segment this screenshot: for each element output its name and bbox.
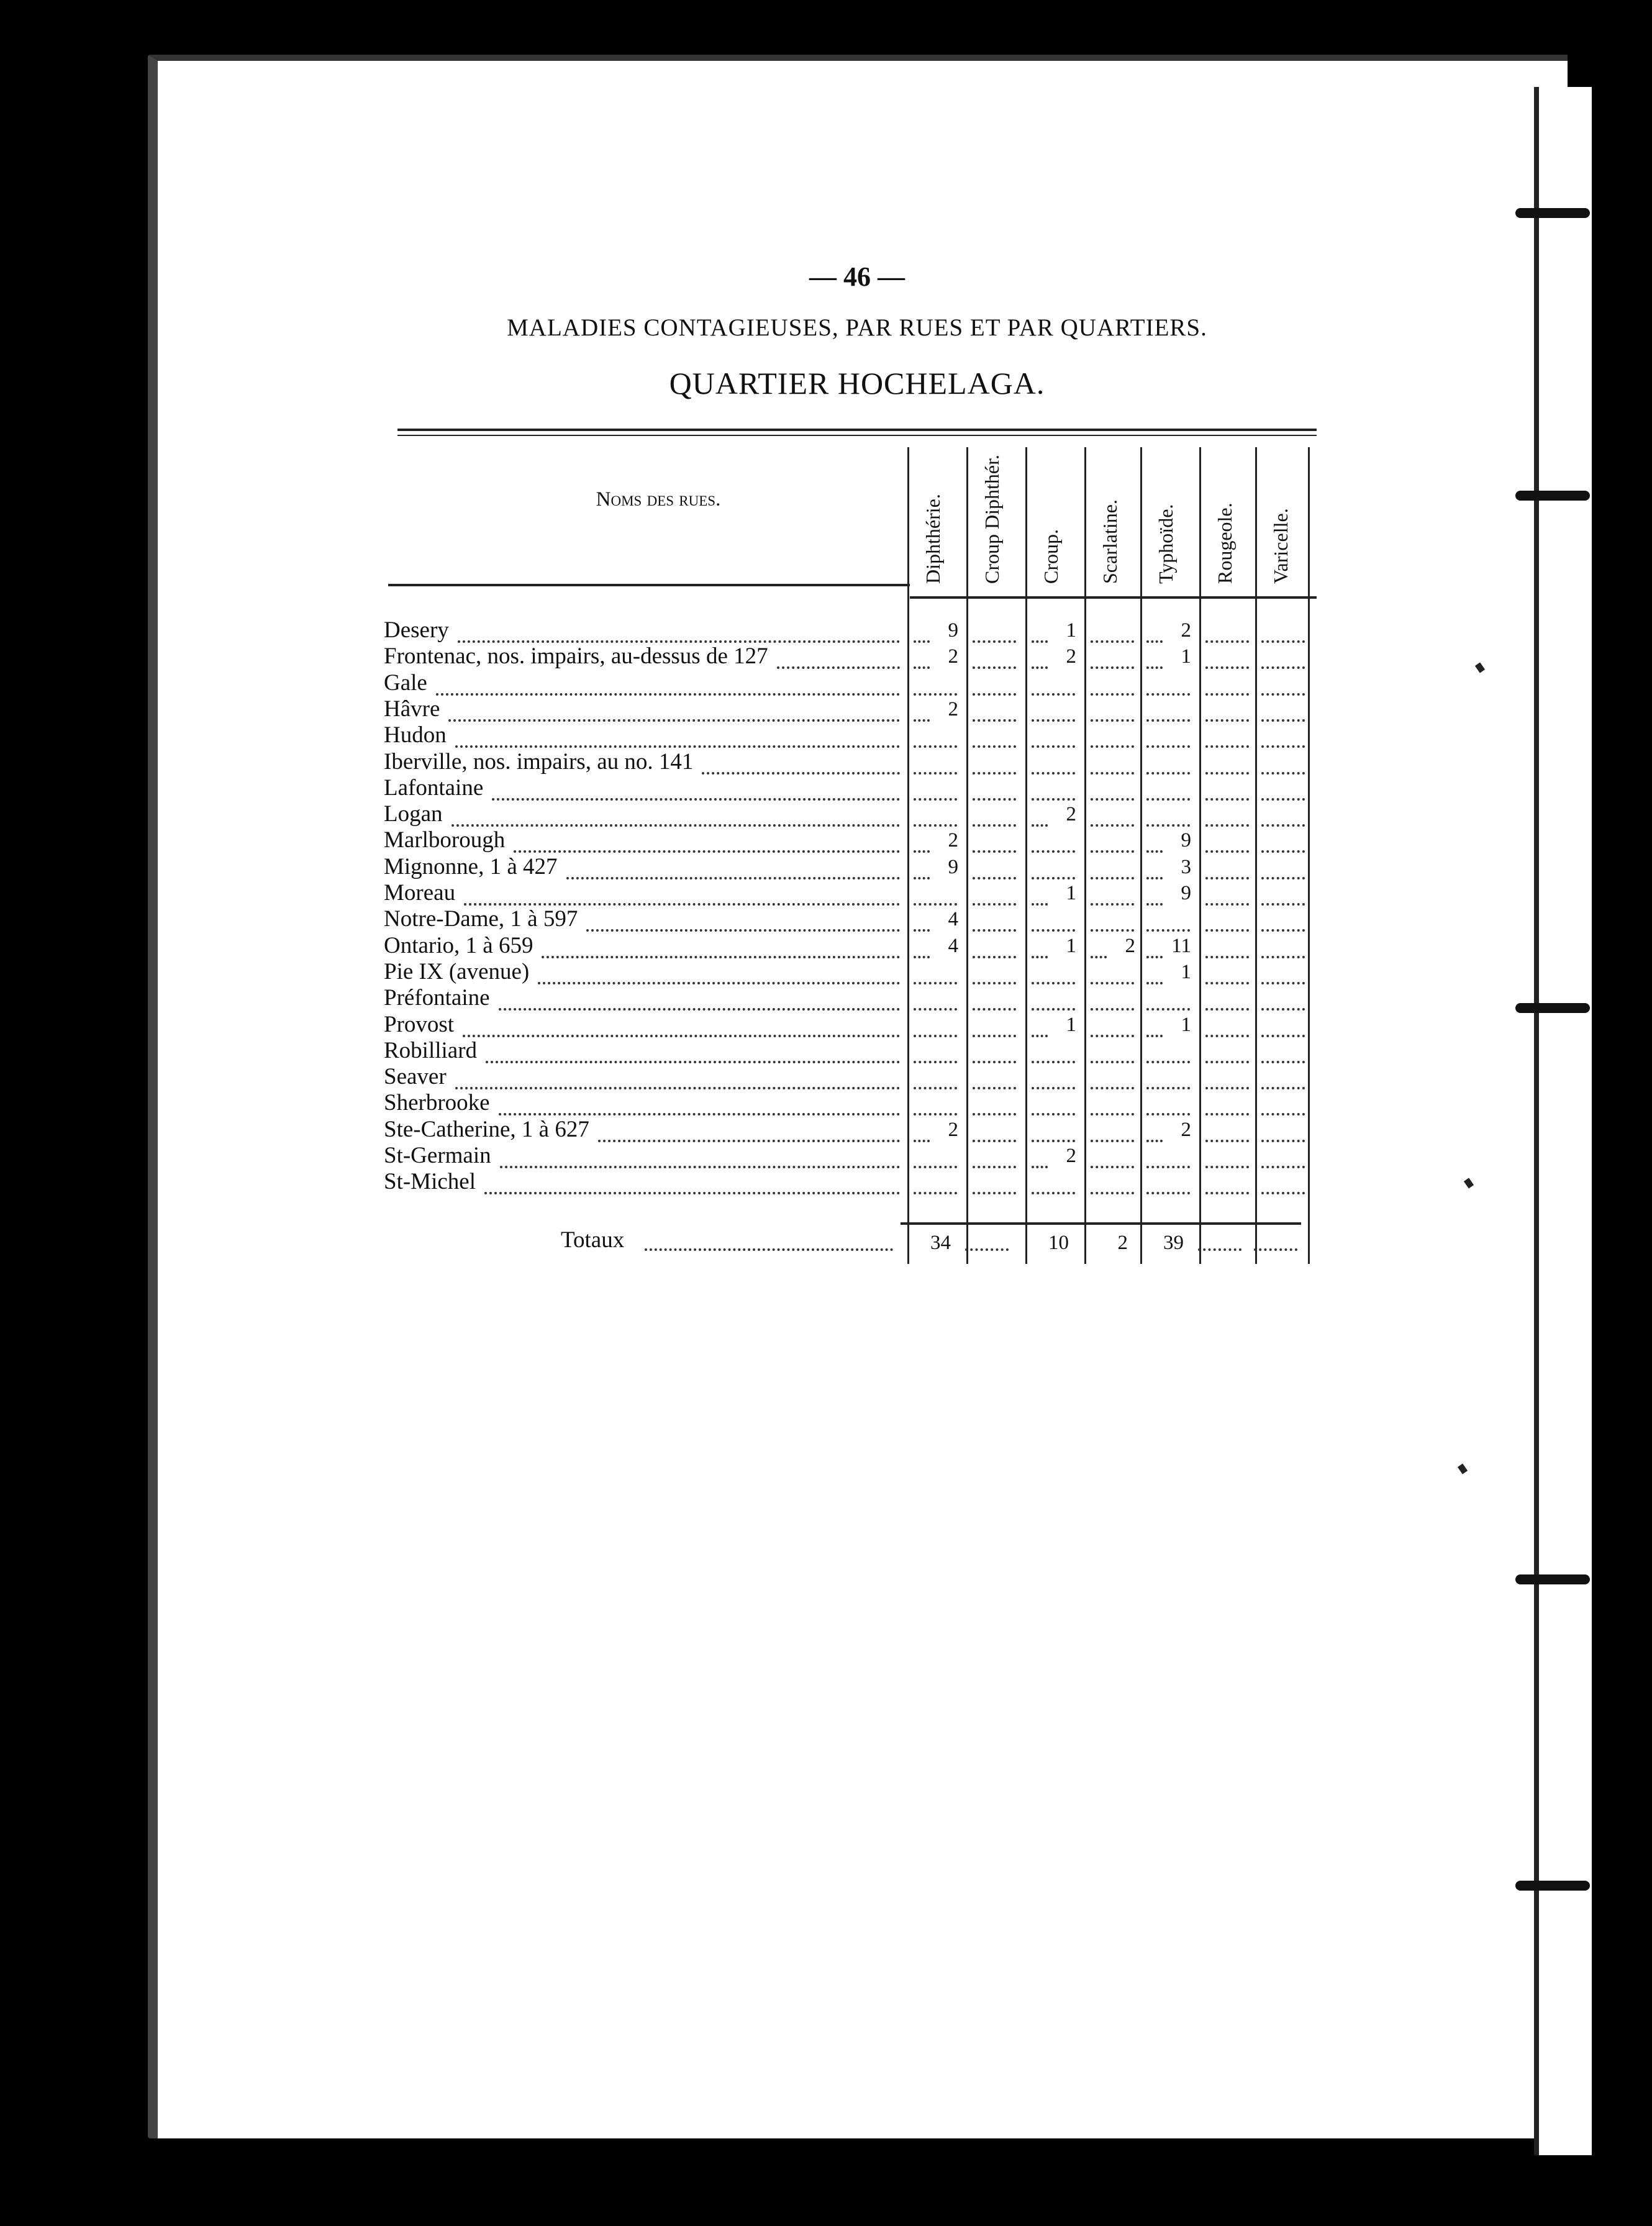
empty-cell <box>1261 881 1305 906</box>
empty-cell <box>1205 986 1249 1011</box>
empty-cell <box>1205 671 1249 696</box>
empty-cell <box>1261 1012 1305 1037</box>
table-row <box>384 723 1315 748</box>
street-name: Ontario, 1 à 659 <box>384 932 533 958</box>
cell-dots <box>1146 1012 1163 1037</box>
cell-dots <box>1032 881 1048 906</box>
empty-cell <box>1146 1091 1190 1115</box>
empty-cell <box>914 776 957 801</box>
binding-ring <box>1515 491 1590 501</box>
table-row <box>384 1091 1315 1115</box>
count-cell: 4 <box>948 934 958 957</box>
table-row <box>384 1170 1315 1194</box>
empty-cell <box>973 1117 1016 1142</box>
count-cell: 1 <box>1066 934 1076 957</box>
empty-cell <box>1205 1170 1249 1194</box>
cell-dots <box>1032 1012 1048 1037</box>
totals-label: Totaux <box>561 1227 625 1253</box>
empty-cell <box>973 881 1016 906</box>
count-cell: 2 <box>1066 645 1076 668</box>
empty-cell <box>1032 776 1075 801</box>
empty-cell <box>973 960 1016 984</box>
table-row <box>384 1012 1315 1037</box>
dot-leader <box>452 802 900 827</box>
count-cell: 2 <box>1066 1145 1076 1167</box>
binding-edge <box>1534 87 1592 2155</box>
empty-cell <box>1146 1143 1190 1168</box>
column-header: Croup Diphthér. <box>981 455 1003 584</box>
empty-cell <box>1146 723 1190 748</box>
empty-cell <box>1091 802 1134 827</box>
table-row <box>384 750 1315 775</box>
cell-dots <box>1146 1117 1163 1142</box>
empty-cell <box>1091 881 1134 906</box>
total-cell: 39 <box>1163 1232 1184 1254</box>
dot-leader <box>566 855 900 879</box>
table-row <box>384 644 1315 669</box>
street-name: Seaver <box>384 1064 447 1090</box>
dot-leader <box>448 697 900 722</box>
empty-cell <box>914 802 957 827</box>
empty-cell <box>1205 1038 1249 1063</box>
cell-dots <box>1032 934 1048 958</box>
cell-dots <box>1091 934 1107 958</box>
empty-cell <box>1261 986 1305 1011</box>
empty-cell <box>914 986 957 1011</box>
count-cell: 3 <box>1181 855 1191 878</box>
dot-leader <box>514 828 900 853</box>
empty-cell <box>1032 1117 1075 1142</box>
cell-dots <box>1146 855 1163 879</box>
empty-cell <box>1091 644 1134 669</box>
cell-dots <box>1146 828 1163 853</box>
empty-cell <box>914 671 957 696</box>
dot-leader <box>500 1143 900 1168</box>
street-name: Hudon <box>384 722 447 748</box>
table-row <box>384 907 1315 932</box>
binding-ring <box>1515 1003 1590 1013</box>
empty-cell <box>973 907 1016 932</box>
empty-cell <box>1091 618 1134 643</box>
street-name: Préfontaine <box>384 985 490 1011</box>
empty-cell <box>973 1170 1016 1194</box>
empty-cell <box>973 644 1016 669</box>
count-cell: 1 <box>1181 960 1191 983</box>
empty-cell <box>1146 1065 1190 1089</box>
empty-cell <box>1091 907 1134 932</box>
column-header: Varicelle. <box>1269 508 1292 584</box>
table-row <box>384 986 1315 1011</box>
empty-cell <box>1205 750 1249 775</box>
empty-cell <box>973 776 1016 801</box>
column-header: Typhoïde. <box>1155 504 1177 584</box>
column-header: Scarlatine. <box>1099 499 1121 584</box>
empty-cell <box>914 1012 957 1037</box>
dot-leader <box>484 1170 900 1194</box>
empty-cell <box>1261 750 1305 775</box>
empty-cell <box>1261 907 1305 932</box>
table-row <box>384 960 1315 984</box>
empty-cell <box>973 855 1016 879</box>
empty-cell <box>1254 1225 1297 1251</box>
empty-cell <box>1032 1170 1075 1194</box>
empty-cell <box>1146 986 1190 1011</box>
dot-leader <box>702 750 900 775</box>
count-cell: 1 <box>1066 619 1076 642</box>
dot-leader <box>486 1038 900 1063</box>
cell-dots <box>914 1117 930 1142</box>
count-cell: 11 <box>1171 934 1191 957</box>
totals-row <box>384 1225 1315 1256</box>
empty-cell <box>1032 855 1075 879</box>
empty-cell <box>973 671 1016 696</box>
empty-cell <box>1261 802 1305 827</box>
empty-cell <box>914 1091 957 1115</box>
empty-cell <box>1146 697 1190 722</box>
table-row <box>384 828 1315 853</box>
street-name: Pie IX (avenue) <box>384 958 530 984</box>
empty-cell <box>1091 1091 1134 1115</box>
empty-cell <box>1091 1117 1134 1142</box>
cell-dots <box>914 934 930 958</box>
empty-cell <box>1205 907 1249 932</box>
empty-cell <box>1146 907 1190 932</box>
cell-dots <box>1146 618 1163 643</box>
empty-cell <box>1261 855 1305 879</box>
empty-cell <box>1032 1065 1075 1089</box>
empty-cell <box>973 802 1016 827</box>
count-cell: 2 <box>1181 1118 1191 1141</box>
empty-cell <box>914 881 957 906</box>
empty-cell <box>1261 723 1305 748</box>
total-cell: 10 <box>1048 1232 1069 1254</box>
table-row <box>384 776 1315 801</box>
count-cell: 9 <box>948 855 958 878</box>
table-row <box>384 1065 1315 1089</box>
dot-leader <box>542 934 900 958</box>
count-cell: 1 <box>1181 645 1191 668</box>
count-cell: 2 <box>948 645 958 668</box>
page-number: — 46 — <box>809 261 905 292</box>
empty-cell <box>1032 986 1075 1011</box>
empty-cell <box>1146 802 1190 827</box>
empty-cell <box>1146 671 1190 696</box>
street-name: Mignonne, 1 à 427 <box>384 853 558 879</box>
empty-cell <box>1091 855 1134 879</box>
cell-dots <box>914 907 930 932</box>
table-row <box>384 1117 1315 1142</box>
empty-cell <box>1091 750 1134 775</box>
empty-cell <box>1261 1143 1305 1168</box>
street-name: Lafontaine <box>384 775 484 801</box>
empty-cell <box>1091 697 1134 722</box>
cell-dots <box>914 855 930 879</box>
cell-dots <box>1032 644 1048 669</box>
empty-cell <box>973 723 1016 748</box>
empty-cell <box>1198 1225 1241 1251</box>
empty-cell <box>1261 960 1305 984</box>
empty-cell <box>973 828 1016 853</box>
dot-leader <box>458 618 900 643</box>
binding-ring <box>1515 1881 1590 1891</box>
street-name: Iberville, nos. impairs, au no. 141 <box>384 748 694 775</box>
empty-cell <box>1261 1170 1305 1194</box>
street-name: Desery <box>384 617 449 643</box>
table-row <box>384 618 1315 643</box>
street-name: St-Germain <box>384 1143 491 1168</box>
section-subtitle: QUARTIER HOCHELAGA. <box>669 366 1045 401</box>
column-header: Rougeole. <box>1214 502 1236 584</box>
street-name: Frontenac, nos. impairs, au-dessus de 127 <box>384 643 768 670</box>
empty-cell <box>973 1091 1016 1115</box>
table-row <box>384 934 1315 958</box>
street-name-header: Noms des rues. <box>596 488 721 511</box>
empty-cell <box>1261 776 1305 801</box>
table-row <box>384 881 1315 906</box>
empty-cell <box>1091 986 1134 1011</box>
table-row <box>384 1143 1315 1168</box>
cell-dots <box>1032 1143 1048 1168</box>
empty-cell <box>1261 828 1305 853</box>
empty-cell <box>1205 828 1249 853</box>
empty-cell <box>914 750 957 775</box>
empty-cell <box>914 1170 957 1194</box>
dot-leader <box>455 723 900 748</box>
dot-leader <box>463 1012 900 1037</box>
dot-leader <box>645 1225 893 1251</box>
empty-cell <box>1091 671 1134 696</box>
empty-cell <box>973 697 1016 722</box>
empty-cell <box>1261 618 1305 643</box>
street-name: Robilliard <box>384 1037 478 1063</box>
cell-dots <box>914 828 930 853</box>
top-rule <box>397 429 1317 431</box>
empty-cell <box>1091 828 1134 853</box>
empty-cell <box>1261 1065 1305 1089</box>
dot-leader <box>436 671 900 696</box>
total-cell: 2 <box>1117 1232 1128 1254</box>
header-rule-names <box>388 584 910 586</box>
empty-cell <box>1091 1012 1134 1037</box>
top-rule-thin <box>397 435 1317 436</box>
table-row <box>384 697 1315 722</box>
count-cell: 1 <box>1066 882 1076 904</box>
street-name: Hâvre <box>384 696 440 722</box>
empty-cell <box>1032 723 1075 748</box>
empty-cell <box>1205 802 1249 827</box>
empty-cell <box>914 723 957 748</box>
dot-leader <box>455 1065 900 1089</box>
empty-cell <box>1091 960 1134 984</box>
empty-cell <box>1261 1091 1305 1115</box>
count-cell: 2 <box>1066 803 1076 826</box>
count-cell: 1 <box>1181 1013 1191 1036</box>
empty-cell <box>914 960 957 984</box>
empty-cell <box>1091 723 1134 748</box>
empty-cell <box>973 986 1016 1011</box>
empty-cell <box>1261 1038 1305 1063</box>
empty-cell <box>1091 1170 1134 1194</box>
dot-leader <box>492 776 900 801</box>
empty-cell <box>973 1065 1016 1089</box>
empty-cell <box>1205 934 1249 958</box>
empty-cell <box>914 1143 957 1168</box>
empty-cell <box>973 1143 1016 1168</box>
empty-cell <box>1032 828 1075 853</box>
count-cell: 1 <box>1066 1013 1076 1036</box>
empty-cell <box>914 1038 957 1063</box>
empty-cell <box>973 934 1016 958</box>
table-row <box>384 802 1315 827</box>
page-title: MALADIES CONTAGIEUSES, PAR RUES ET PAR QUARTIERS. <box>507 314 1207 341</box>
empty-cell <box>1205 644 1249 669</box>
column-header: Croup. <box>1040 529 1062 584</box>
count-cell: 9 <box>1181 882 1191 904</box>
binding-ring <box>1515 208 1590 218</box>
dot-leader <box>586 907 900 932</box>
cell-dots <box>914 644 930 669</box>
empty-cell <box>973 618 1016 643</box>
count-cell: 9 <box>948 619 958 642</box>
table-row <box>384 855 1315 879</box>
empty-cell <box>1091 1065 1134 1089</box>
empty-cell <box>973 1038 1016 1063</box>
empty-cell <box>1261 1117 1305 1142</box>
empty-cell <box>1032 697 1075 722</box>
dot-leader <box>598 1117 900 1142</box>
street-name: St-Michel <box>384 1169 476 1195</box>
empty-cell <box>1205 1143 1249 1168</box>
dot-leader <box>499 1091 900 1115</box>
empty-cell <box>1261 934 1305 958</box>
empty-cell <box>1032 960 1075 984</box>
empty-cell <box>1032 1091 1075 1115</box>
empty-cell <box>1205 723 1249 748</box>
empty-cell <box>1205 776 1249 801</box>
count-cell: 2 <box>948 697 958 720</box>
empty-cell <box>1146 1038 1190 1063</box>
empty-cell <box>1205 960 1249 984</box>
street-name: Provost <box>384 1011 455 1037</box>
cell-dots <box>1032 618 1048 643</box>
binding-ring <box>1515 1574 1590 1584</box>
empty-cell <box>965 1225 1009 1251</box>
dot-leader <box>499 986 900 1011</box>
empty-cell <box>1032 750 1075 775</box>
street-name: Ste-Catherine, 1 à 627 <box>384 1116 589 1142</box>
count-cell: 9 <box>1181 829 1191 852</box>
street-name: Notre-Dame, 1 à 597 <box>384 906 578 932</box>
empty-cell <box>1205 618 1249 643</box>
empty-cell <box>1091 1038 1134 1063</box>
count-cell: 2 <box>948 829 958 852</box>
empty-cell <box>1261 671 1305 696</box>
empty-cell <box>973 750 1016 775</box>
street-name: Gale <box>384 670 427 696</box>
empty-cell <box>1205 697 1249 722</box>
empty-cell <box>1205 1012 1249 1037</box>
dot-leader <box>538 960 900 984</box>
count-cell: 4 <box>948 908 958 931</box>
cell-dots <box>1146 934 1163 958</box>
dot-leader <box>464 881 900 906</box>
cell-dots <box>914 697 930 722</box>
column-header: Diphthérie. <box>922 494 944 584</box>
empty-cell <box>1205 1065 1249 1089</box>
street-name: Sherbrooke <box>384 1090 490 1116</box>
cell-dots <box>1146 960 1163 984</box>
empty-cell <box>1261 644 1305 669</box>
cell-dots <box>1146 881 1163 906</box>
street-name: Logan <box>384 801 443 827</box>
empty-cell <box>1032 671 1075 696</box>
count-cell: 2 <box>1181 619 1191 642</box>
dot-leader <box>777 644 900 669</box>
total-cell: 34 <box>930 1232 951 1254</box>
cell-dots <box>1032 802 1048 827</box>
cell-dots <box>914 618 930 643</box>
empty-cell <box>1091 1143 1134 1168</box>
table-row <box>384 1038 1315 1063</box>
table-row <box>384 671 1315 696</box>
empty-cell <box>1146 1170 1190 1194</box>
empty-cell <box>1032 1038 1075 1063</box>
empty-cell <box>1261 697 1305 722</box>
empty-cell <box>1205 1091 1249 1115</box>
empty-cell <box>914 1065 957 1089</box>
empty-cell <box>1205 855 1249 879</box>
empty-cell <box>1205 881 1249 906</box>
street-name: Marlborough <box>384 827 506 853</box>
empty-cell <box>1091 776 1134 801</box>
count-cell: 2 <box>1125 934 1135 957</box>
empty-cell <box>1205 1117 1249 1142</box>
empty-cell <box>1146 776 1190 801</box>
cell-dots <box>1146 644 1163 669</box>
street-name: Moreau <box>384 880 456 906</box>
empty-cell <box>973 1012 1016 1037</box>
empty-cell <box>1032 907 1075 932</box>
empty-cell <box>1146 750 1190 775</box>
count-cell: 2 <box>948 1118 958 1141</box>
